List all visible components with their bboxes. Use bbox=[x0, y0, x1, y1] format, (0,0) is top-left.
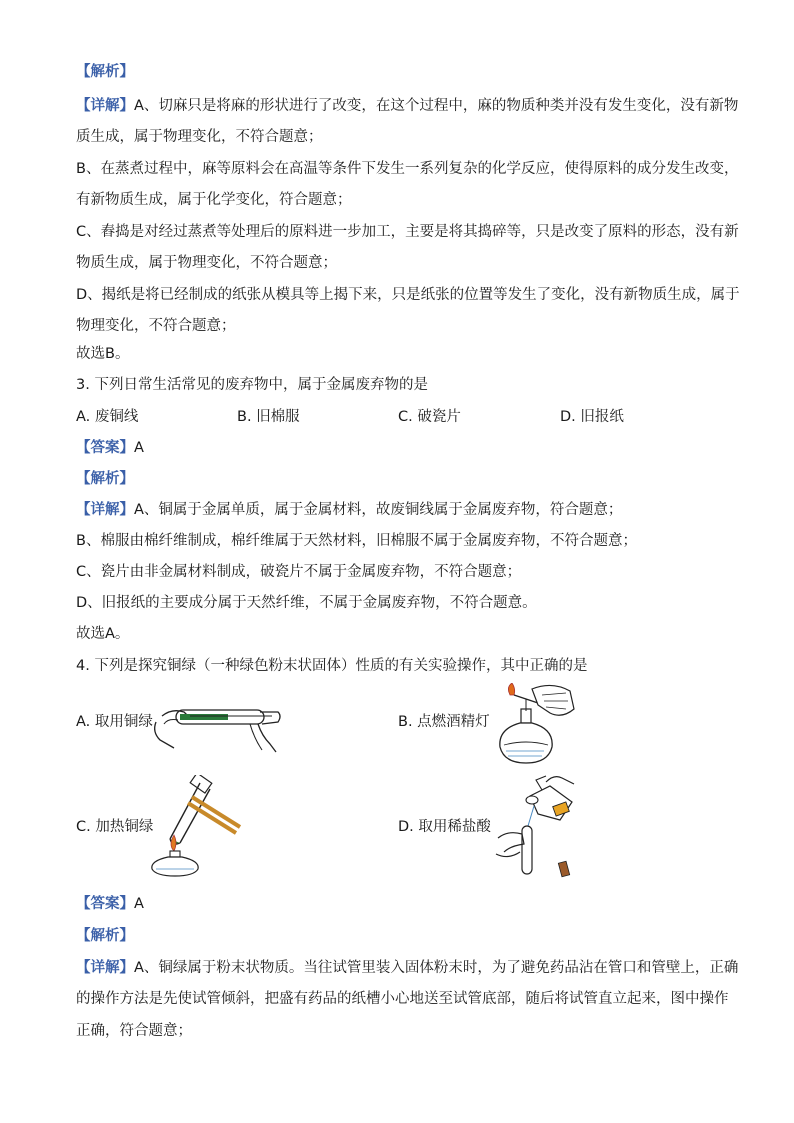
q4-analysis-heading: 【解析】 bbox=[76, 928, 134, 944]
lighting-alcohol-lamp-figure bbox=[492, 683, 578, 765]
conclusion-line: 故选A。 bbox=[76, 626, 130, 642]
heating-test-tube-figure bbox=[148, 775, 248, 877]
q4-option-c: C. 加热铜绿 bbox=[76, 819, 154, 835]
detail-tag: 【详解】 bbox=[76, 502, 134, 518]
detail-line: D、旧报纸的主要成分属于天然纤维，不属于金属废弃物，不符合题意。 bbox=[76, 595, 537, 611]
answer-value: A bbox=[134, 896, 144, 912]
q3-answer bbox=[76, 438, 144, 458]
detail-line: B、在蒸煮过程中，麻等原料会在高温等条件下发生一系列复杂的化学反应，使得原料的成分发生改变， bbox=[76, 161, 739, 177]
detail-text: A、铜绿属于粉末状物质。当往试管里装入固体粉末时，为了避免药品沾在管口和管壁上，正确 bbox=[134, 960, 739, 976]
detail-line: 质生成，属于物理变化，不符合题意； bbox=[76, 129, 323, 145]
detail-line: 的操作方法是先使试管倾斜，把盛有药品的纸槽小心地送至试管底部，随后将试管直立起来，图中操作 bbox=[76, 991, 729, 1007]
detail-tag: 【详解】 bbox=[76, 98, 134, 114]
conclusion-line: 故选B。 bbox=[76, 346, 130, 362]
test-tube-with-paper-trough-figure bbox=[150, 694, 285, 754]
question-3-stem: 3. 下列日常生活常见的废弃物中，属于金属废弃物的是 bbox=[76, 377, 428, 393]
q3-option-a: A. 废铜线 bbox=[76, 409, 139, 425]
detail-line: D、揭纸是将已经制成的纸张从模具等上揭下来，只是纸张的位置等发生了变化，没有新物质生成，属于 bbox=[76, 287, 740, 303]
detail-line: 物理变化，不符合题意； bbox=[76, 318, 236, 334]
question-4-stem: 4. 下列是探究铜绿（一种绿色粉末状固体）性质的有关实验操作，其中正确的是 bbox=[76, 658, 588, 674]
answer-tag: 【答案】 bbox=[76, 896, 134, 912]
q4-option-a: A. 取用铜绿 bbox=[76, 714, 153, 730]
detail-tag: 【详解】 bbox=[76, 960, 134, 976]
detail-line bbox=[76, 500, 622, 520]
analysis-heading: 【解析】 bbox=[76, 64, 134, 80]
pouring-dilute-acid-figure bbox=[490, 772, 585, 880]
q4-answer bbox=[76, 894, 144, 914]
detail-line bbox=[76, 958, 738, 978]
answer-value: A bbox=[134, 440, 144, 456]
q3-option-d: D. 旧报纸 bbox=[560, 409, 624, 425]
q4-option-b: B. 点燃酒精灯 bbox=[398, 714, 490, 730]
detail-line: C、舂捣是对经过蒸煮等处理后的原料进一步加工，主要是将其捣碎等，只是改变了原料的形态，没有新 bbox=[76, 224, 739, 240]
q3-option-c: C. 破瓷片 bbox=[398, 409, 461, 425]
detail-text: A、切麻只是将麻的形状进行了改变，在这个过程中，麻的物质种类并没有发生变化，没有新物 bbox=[134, 98, 739, 114]
detail-line: C、瓷片由非金属材料制成，破瓷片不属于金属废弃物，不符合题意； bbox=[76, 564, 522, 580]
detail-line: 物质生成，属于物理变化，不符合题意； bbox=[76, 255, 337, 271]
detail-line: 正确，符合题意； bbox=[76, 1023, 192, 1039]
answer-tag: 【答案】 bbox=[76, 440, 134, 456]
detail-line: 有新物质生成，属于化学变化，符合题意； bbox=[76, 192, 352, 208]
detail-line bbox=[76, 96, 738, 116]
detail-text: A、铜属于金属单质，属于金属材料，故废铜线属于金属废弃物，符合题意； bbox=[134, 502, 623, 518]
q4-option-d: D. 取用稀盐酸 bbox=[398, 819, 491, 835]
q3-option-b: B. 旧棉服 bbox=[237, 409, 300, 425]
q3-analysis-heading: 【解析】 bbox=[76, 471, 134, 487]
detail-line: B、棉服由棉纤维制成，棉纤维属于天然材料，旧棉服不属于金属废弃物，不符合题意； bbox=[76, 533, 637, 549]
